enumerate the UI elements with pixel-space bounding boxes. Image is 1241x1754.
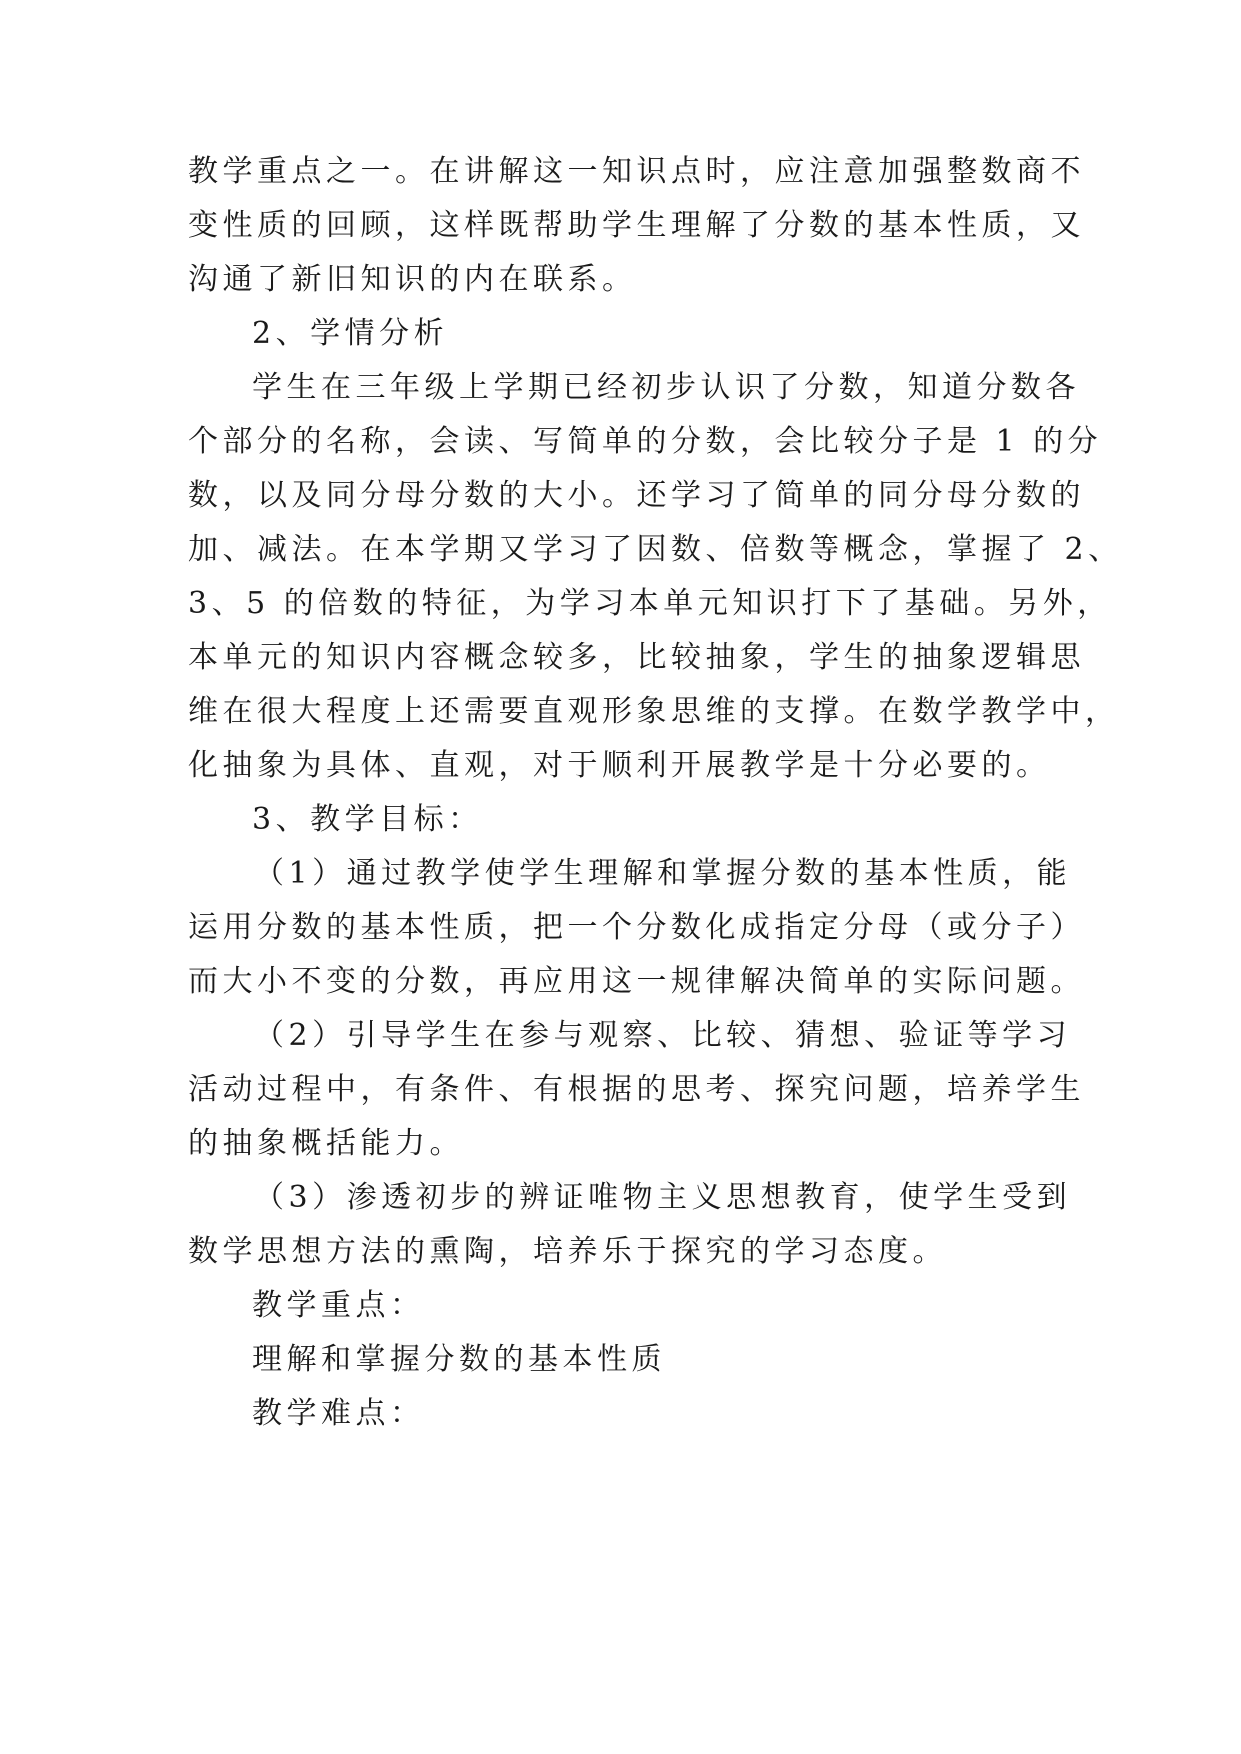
paragraph-line: 数学思想方法的熏陶，培养乐于探究的学习态度。 [188, 1234, 947, 1269]
section-heading: 教学难点： [252, 1396, 425, 1431]
section-heading: 教学重点： [252, 1288, 425, 1323]
paragraph-line: 数，以及同分母分数的大小。还学习了简单的同分母分数的 [188, 478, 1085, 513]
paragraph-line: 而大小不变的分数，再应用这一规律解决简单的实际问题。 [188, 964, 1085, 999]
paragraph-line: （3）渗透初步的辨证唯物主义思想教育，使学生受到 [254, 1180, 1072, 1215]
section-heading: 3、教学目标： [252, 802, 483, 837]
paragraph-line: 理解和掌握分数的基本性质 [252, 1342, 666, 1377]
paragraph-line: 化抽象为具体、直观，对于顺利开展教学是十分必要的。 [188, 748, 1051, 783]
section-heading: 2、学情分析 [252, 316, 449, 351]
paragraph-line: （1）通过教学使学生理解和掌握分数的基本性质，能 [254, 856, 1072, 891]
paragraph-line: 的抽象概括能力。 [188, 1126, 464, 1161]
paragraph-line: 教学重点之一。在讲解这一知识点时，应注意加强整数商不 [188, 154, 1085, 189]
paragraph-line: 变性质的回顾，这样既帮助学生理解了分数的基本性质，又 [188, 208, 1085, 243]
paragraph-line: 学生在三年级上学期已经初步认识了分数，知道分数各 [252, 370, 1080, 405]
paragraph-line: 3、5 的倍数的特征，为学习本单元知识打下了基础。另外， [188, 586, 1112, 621]
paragraph-line: 个部分的名称，会读、写简单的分数，会比较分子是 1 的分 [188, 424, 1103, 459]
paragraph-line: 活动过程中，有条件、有根据的思考、探究问题，培养学生 [188, 1072, 1085, 1107]
paragraph-line: 运用分数的基本性质，把一个分数化成指定分母（或分子） [188, 910, 1085, 945]
paragraph-line: 沟通了新旧知识的内在联系。 [188, 262, 637, 297]
paragraph-line: 本单元的知识内容概念较多，比较抽象，学生的抽象逻辑思 [188, 640, 1085, 675]
paragraph-line: 维在很大程度上还需要直观形象思维的支撑。在数学教学中， [188, 694, 1120, 729]
paragraph-line: （2）引导学生在参与观察、比较、猜想、验证等学习 [254, 1018, 1072, 1053]
paragraph-line: 加、减法。在本学期又学习了因数、倍数等概念，掌握了 2、 [188, 532, 1123, 567]
